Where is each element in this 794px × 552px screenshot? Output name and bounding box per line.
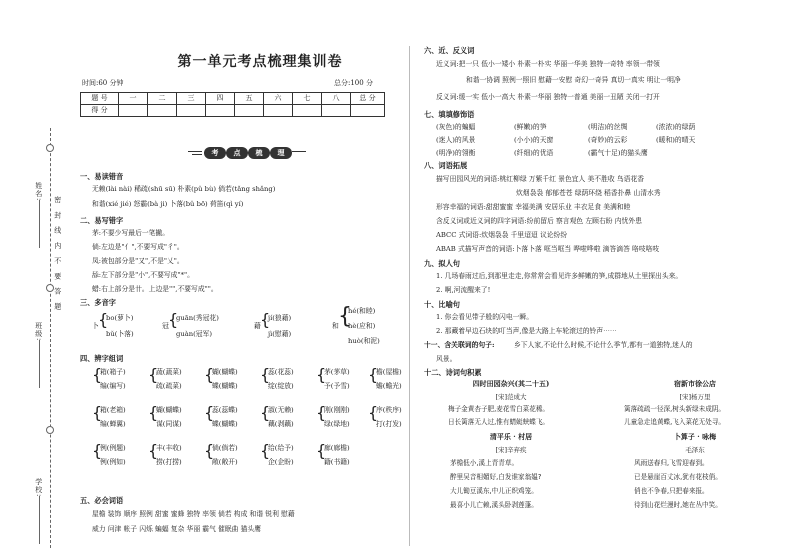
score-input-cell[interactable] bbox=[264, 105, 293, 117]
score-input-cell[interactable] bbox=[351, 105, 385, 117]
word-pair-item: 疏(疏菜) bbox=[156, 382, 182, 390]
score-table-header-row bbox=[81, 93, 385, 105]
section-title: 十、比喻句 bbox=[424, 300, 460, 309]
score-input-cell[interactable] bbox=[177, 105, 206, 117]
score-table-cell: 七 bbox=[293, 93, 322, 105]
word-pair-item: 编(编写) bbox=[100, 382, 126, 390]
brace-icon: { bbox=[316, 441, 327, 460]
word-pair-item: 例(例题) bbox=[100, 444, 126, 452]
expansion-line: 含反义词或近义词的四字词语:纷前留后 察言观色 左顾右盼 内忧外患 bbox=[436, 217, 642, 225]
sentence-line: 1. 几场春雨过后,到那里走走,你常常会看见许多鲜嫩的笋,成群地从土里探出头来。 bbox=[436, 272, 683, 280]
binding-hole bbox=[46, 144, 54, 152]
score-table-cell: 五 bbox=[235, 93, 264, 105]
brace-icon: { bbox=[316, 403, 327, 422]
score-table-cell: 题 号 bbox=[81, 93, 119, 105]
banner-decor-line bbox=[192, 154, 202, 155]
score-table-score-row bbox=[81, 105, 385, 117]
vocab-line: 威力 问津 帐子 闪烁 蝙蝠 复杂 华丽 霸气 催眠曲 猫头鹰 bbox=[92, 525, 261, 533]
total-score-label: 总分:100 分 bbox=[334, 79, 373, 87]
text-line: 蜡:右上部分是卄。上边是"",不要写成""。 bbox=[92, 285, 218, 293]
column-divider bbox=[409, 46, 410, 546]
word-pair-item: 倘(倘若) bbox=[212, 444, 238, 452]
word-pair-item: 捞(打捞) bbox=[156, 458, 182, 466]
name-write-line[interactable] bbox=[39, 200, 40, 248]
word-pair-item: 敞(敞开) bbox=[212, 458, 238, 466]
word-pair-item: 予(予雪) bbox=[324, 382, 350, 390]
brace-icon: { bbox=[148, 365, 159, 384]
poem-line: 大儿锄豆溪东,中儿正织鸡笼。 bbox=[450, 487, 538, 495]
banner-char: 梳 bbox=[248, 147, 270, 159]
polyphone-reading: huò(和泥) bbox=[348, 337, 380, 345]
poem-author: [宋]杨万里 bbox=[679, 393, 711, 401]
poem-line: 日长篱落无人过,惟有蜻蜓蛱蝶飞。 bbox=[448, 418, 550, 426]
score-table-cell: 六 bbox=[264, 93, 293, 105]
modifier-item: (小小)的天窗 bbox=[514, 136, 554, 144]
poem-line: 风雨送春归,飞雪迎春到。 bbox=[634, 459, 709, 467]
expansion-line: ABAB 式描写声音的词语:卜落卜落 哐当哐当 哗啦哗啦 滴答滴答 咯吱咯吱 bbox=[436, 245, 660, 253]
polyphone-reading: bǔ(卜落) bbox=[106, 330, 134, 338]
section-title: 三、多音字 bbox=[80, 298, 116, 307]
section-title: 六、近、反义词 bbox=[424, 46, 475, 55]
poem-author: 毛泽东 bbox=[685, 446, 705, 454]
brace-icon: { bbox=[260, 365, 271, 384]
polyphone-char: 冠 bbox=[162, 322, 169, 330]
brace-icon: { bbox=[260, 441, 271, 460]
time-label: 时间:60 分钟 bbox=[82, 79, 124, 87]
section-title: 九、拟人句 bbox=[424, 259, 460, 268]
score-table-cell: 总 分 bbox=[351, 93, 385, 105]
section-title: 二、易写错字 bbox=[80, 216, 124, 225]
polyphone-reading: hè(应和) bbox=[348, 322, 376, 330]
section-title: 五、必会词语 bbox=[80, 496, 124, 505]
brace-icon: { bbox=[368, 365, 379, 384]
word-pair-item: 淑(无赖) bbox=[268, 406, 294, 414]
word-pair-item: 茅(茅草) bbox=[324, 368, 350, 376]
polyphone-reading: guān(秀冠花) bbox=[176, 314, 219, 322]
word-pair-item: 序(秩序) bbox=[376, 406, 402, 414]
expansion-line: 炊烟袅袅 郁郁苍苍 绿荫环绕 稻香扑鼻 山清水秀 bbox=[516, 189, 661, 197]
poem-title: 卜算子 · 咏梅 bbox=[673, 432, 717, 441]
modifier-item: (奇妙)的云彩 bbox=[588, 136, 628, 144]
sentence-line: 1. 你会看见带子般的闪电一瞬。 bbox=[436, 313, 534, 321]
brace-icon: { bbox=[98, 310, 109, 329]
poem-title: 清平乐 · 村居 bbox=[489, 432, 533, 441]
poem-line: 儿童急走追黄蝶,飞入菜花无处寻。 bbox=[624, 418, 726, 426]
brace-icon: { bbox=[204, 365, 215, 384]
school-write-line[interactable] bbox=[39, 496, 40, 544]
score-table-cell: 二 bbox=[148, 93, 177, 105]
polyphone-reading: hé(和睦) bbox=[348, 307, 376, 315]
section-title: 七、填填修饰语 bbox=[424, 110, 475, 119]
word-pair-item: 廊(廊檐) bbox=[324, 444, 350, 452]
pinyin-line: 无赖(lài nài) 稀疏(shū sū) 朴素(pǔ bù) 倘若(tǎng shǎng) bbox=[92, 185, 276, 193]
score-input-cell[interactable] bbox=[322, 105, 351, 117]
antonym-line: 反义词:缓一实 低小一高大 朴素一华丽 独特一普通 美丽一丑陋 关闭一打开 bbox=[436, 93, 660, 101]
brace-icon: { bbox=[92, 441, 103, 460]
seal-text: 密 封 线 内 不 要 答 题 bbox=[53, 196, 62, 313]
section-title: 十二、诗词句积累 bbox=[424, 368, 482, 377]
name-label: 姓名: bbox=[34, 182, 43, 202]
score-table-cell: 一 bbox=[119, 93, 148, 105]
brace-icon: { bbox=[148, 441, 159, 460]
brace-icon: { bbox=[204, 403, 215, 422]
word-pair-item: 蕊(蕊蝶) bbox=[212, 406, 238, 414]
sentence-line: 乡下人家,不论什么时候,不论什么季节,都有一道独特,迷人的 bbox=[514, 341, 693, 349]
binding-hole bbox=[46, 426, 54, 434]
text-line: 倘:左边是"亻",不要写成"彳"。 bbox=[92, 243, 184, 251]
brace-icon: { bbox=[316, 365, 327, 384]
score-input-cell[interactable] bbox=[148, 105, 177, 117]
word-pair-item: 绽(绽放) bbox=[268, 382, 294, 390]
score-input-cell[interactable] bbox=[119, 105, 148, 117]
poem-line: 最喜小儿亡赖,溪头卧剥莲蓬。 bbox=[450, 501, 538, 509]
synonym-line: 近义词:把一只 低小一矮小 朴素一朴实 华丽一华美 独特一奇特 率领一带领 bbox=[436, 60, 660, 68]
school-label: 学校: bbox=[34, 478, 43, 498]
polyphone-reading: guàn(冠军) bbox=[176, 330, 213, 338]
section-title: 八、词语拓展 bbox=[424, 161, 468, 170]
word-pair-item: 给(给予) bbox=[268, 444, 294, 452]
class-label: 班级: bbox=[34, 322, 43, 342]
expansion-line: 描写田园风光的词语:桃红柳绿 万紫千红 景色宜人 美不胜收 鸟语花香 bbox=[436, 175, 645, 183]
word-pair-item: 籍(书籍) bbox=[324, 458, 350, 466]
word-pair-item: 箱(箱子) bbox=[100, 368, 126, 376]
modifier-item: (鲜嫩)的笋 bbox=[514, 123, 547, 131]
poem-line: 醉里吴音相媚好,白发谁家翁媪? bbox=[450, 473, 542, 481]
banner-char: 理 bbox=[270, 147, 292, 159]
score-table-cell: 得 分 bbox=[81, 105, 119, 117]
word-pair-item: 蟾(蟾光) bbox=[376, 382, 402, 390]
seal-dashed-line bbox=[50, 128, 51, 548]
modifier-item: (纤细)的优语 bbox=[514, 149, 554, 157]
vocab-line: 屋檐 装饰 顺序 照例 甜蜜 蜜蜂 独特 率领 倘若 构成 和谐 锐利 慰藉 bbox=[92, 510, 295, 518]
brace-icon: { bbox=[260, 310, 271, 329]
brace-icon: { bbox=[368, 403, 379, 422]
synonym-line: 和谐一协调 照例一照旧 慰藉一安慰 奇幻一奇异 真切一真实 明让一明净 bbox=[466, 76, 681, 84]
modifier-item: (明洁)的丝绸 bbox=[588, 123, 628, 131]
word-pair-item: 箱(老箱) bbox=[100, 406, 126, 414]
word-pair-item: 檐(屋檐) bbox=[376, 368, 402, 376]
banner-char: 点 bbox=[226, 147, 248, 159]
word-pair-item: 绿(绿地) bbox=[324, 420, 350, 428]
word-pair-item: 打(打发) bbox=[376, 420, 402, 428]
score-input-cell[interactable] bbox=[293, 105, 322, 117]
banner-char: 考 bbox=[204, 147, 226, 159]
word-pair-item: 刚(刚刚) bbox=[324, 406, 350, 414]
poem-line: 俏也不争春,只把春来报。 bbox=[634, 487, 709, 495]
banner-decor-line bbox=[188, 151, 202, 152]
poem-author: [宋]范成大 bbox=[495, 393, 527, 401]
score-input-cell[interactable] bbox=[235, 105, 264, 117]
modifier-item: (灰色)的蝙蝠 bbox=[436, 123, 476, 131]
word-pair-item: 丰(丰收) bbox=[156, 444, 182, 452]
poem-line: 已是悬崖百丈冰,犹有花枝俏。 bbox=[634, 473, 722, 481]
brace-icon: { bbox=[260, 403, 271, 422]
banner-decor-line bbox=[292, 151, 306, 152]
sentence-line: 2. 那藏着早边石块的叮当声,像是大路上车轮滚过的铃声⋯⋯ bbox=[436, 327, 617, 335]
sentence-line: 2. 啊,河流醒来了! bbox=[436, 286, 491, 294]
polyphone-char: 卜 bbox=[92, 322, 99, 330]
brace-icon: { bbox=[148, 403, 159, 422]
modifier-item: (浓浓)的绿荫 bbox=[656, 123, 696, 131]
poem-line: 梅子金黄杏子肥,麦花雪白菜花稀。 bbox=[448, 405, 550, 413]
word-pair-item: 蕊(花蕊) bbox=[268, 368, 294, 376]
modifier-item: (霸气十足)的猫头鹰 bbox=[588, 149, 648, 157]
brace-icon: { bbox=[204, 441, 215, 460]
brace-icon: { bbox=[338, 304, 352, 329]
word-pair-item: 编(蝉翼) bbox=[100, 420, 126, 428]
modifier-item: (迷人)的风景 bbox=[436, 136, 476, 144]
score-input-cell[interactable] bbox=[206, 105, 235, 117]
word-pair-item: 企(企盼) bbox=[268, 458, 294, 466]
section-title: 一、易读错音 bbox=[80, 172, 124, 181]
brace-icon: { bbox=[92, 365, 103, 384]
polyphone-reading: jí(狼藉) bbox=[268, 314, 292, 322]
expansion-line: 形容幸福的词语:甜甜蜜蜜 幸福美满 安居乐业 丰衣足食 美满和睦 bbox=[436, 203, 631, 211]
sentence-line: 风景。 bbox=[436, 355, 457, 363]
polyphone-reading: jì(慰藉) bbox=[268, 330, 292, 338]
poem-title: 宿新市徐公店 bbox=[674, 379, 716, 388]
section-title: 四、辨字组词 bbox=[80, 354, 124, 363]
word-pair-item: 蝴(蝴蝶) bbox=[212, 368, 238, 376]
modifier-item: (暖和)的晴天 bbox=[656, 136, 696, 144]
word-pair-item: 例(例如) bbox=[100, 458, 126, 466]
class-write-line[interactable] bbox=[39, 340, 40, 388]
brace-icon: { bbox=[92, 403, 103, 422]
word-pair-item: 藕(剥藕) bbox=[268, 420, 294, 428]
word-pair-item: 蝶(蝴蝶) bbox=[212, 382, 238, 390]
section-title: 十一、含关联词的句子: bbox=[424, 341, 495, 349]
section-banner bbox=[188, 146, 306, 160]
word-pair-item: 蝶(蝴蝶) bbox=[212, 420, 238, 428]
text-line: 舔:左下部分是"小",不要写成"*"。 bbox=[92, 271, 194, 279]
text-line: 茅:不要少写最后一笔撇。 bbox=[92, 229, 170, 237]
expansion-line: ABCC 式词语:炊烟袅袅 千里迢迢 议论纷纷 bbox=[436, 231, 568, 239]
score-table-cell: 四 bbox=[206, 93, 235, 105]
poem-line: 茅檐低小,溪上青青草。 bbox=[450, 459, 519, 467]
pinyin-line: 和谐(xié jié) 怒霸(bà ji) 卜落(bǔ bō) 荷笛(qì yí) bbox=[92, 200, 244, 208]
word-pair-item: 蝴(蝴蝶) bbox=[156, 406, 182, 414]
polyphone-char: 和 bbox=[332, 322, 339, 330]
page-title: 第一单元考点梳理集训卷 bbox=[177, 54, 343, 70]
poem-author: [宋]辛弃疾 bbox=[495, 446, 527, 454]
poem-line: 待到山花烂漫时,她在丛中笑。 bbox=[634, 501, 722, 509]
brace-icon: { bbox=[168, 310, 179, 329]
word-pair-item: 蔬(蔬菜) bbox=[156, 368, 182, 376]
poem-line: 篱落疏疏一径深,树头新绿未成阴。 bbox=[624, 405, 726, 413]
binding-margin bbox=[0, 0, 72, 552]
score-table-cell: 三 bbox=[177, 93, 206, 105]
poem-title: 四时田园杂兴(其二十五) bbox=[472, 379, 550, 388]
text-line: 凤:被包部分是"又",不是"乂"。 bbox=[92, 257, 184, 265]
score-table bbox=[80, 92, 385, 117]
polyphone-reading: bo(萝卜) bbox=[106, 314, 134, 322]
word-pair-item: 谋(同谋) bbox=[156, 420, 182, 428]
score-table-cell: 八 bbox=[322, 93, 351, 105]
modifier-item: (明净)的翎衡 bbox=[436, 149, 476, 157]
polyphone-char: 藉 bbox=[254, 322, 261, 330]
